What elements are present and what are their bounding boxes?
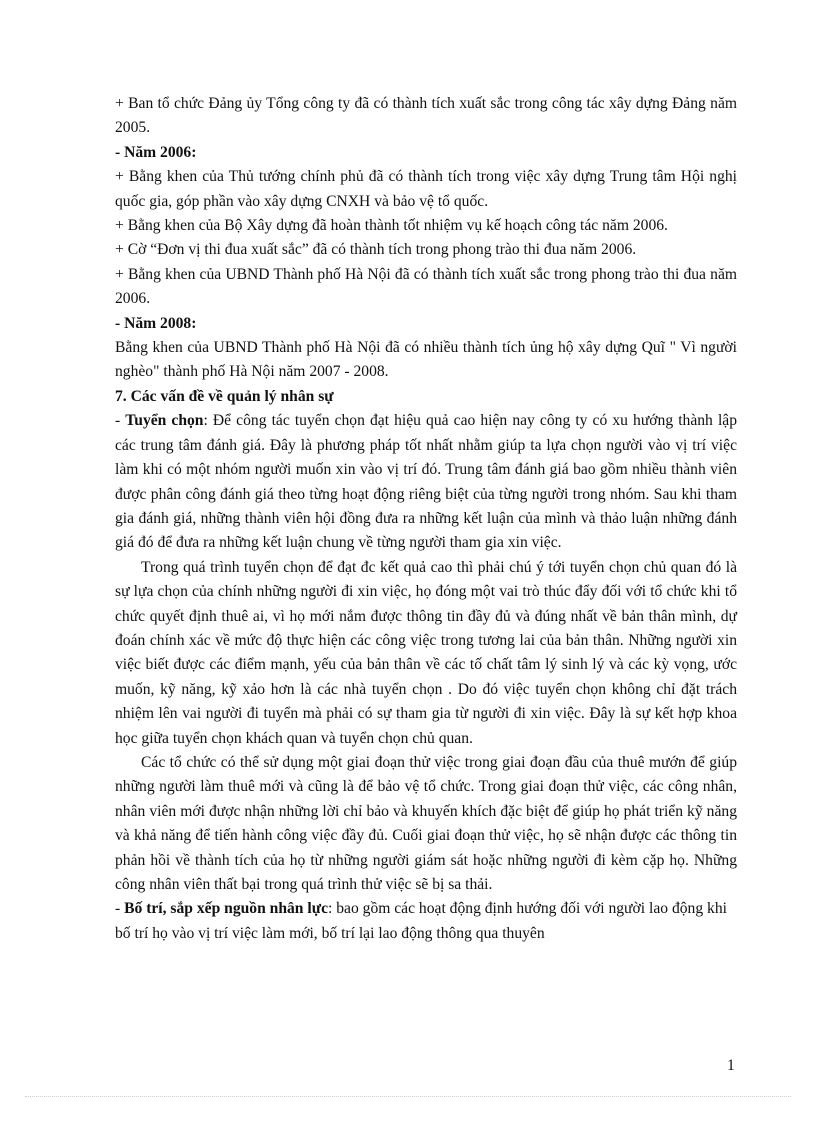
recruitment-term: Tuyển chọn xyxy=(125,412,204,430)
paragraph-staff-allocation xyxy=(115,897,737,946)
section-heading-hr-text: 7. Các vấn đề về quản lý nhân sự xyxy=(115,387,334,405)
paragraph-recruitment xyxy=(115,409,737,555)
paragraph-emulation-flag: + Cờ “Đơn vị thi đua xuất sắc” đã có thành tích trong phong trào thi đua năm 2006. xyxy=(115,241,637,259)
heading-year-2008 xyxy=(115,312,737,336)
recruitment-lead: - xyxy=(115,412,126,430)
heading-year-2006 xyxy=(115,141,737,165)
heading-year-2008-text: - Năm 2008: xyxy=(115,314,197,332)
document-body xyxy=(115,92,737,946)
page-number: 1 xyxy=(727,1057,735,1074)
allocation-lead: - xyxy=(115,900,125,918)
footer-divider xyxy=(25,1096,791,1097)
recruitment-text: : Để công tác tuyển chọn đạt hiệu quả cao hiện nay công ty có xu hướng thành lập các trung tâm đánh giá. Đây là phương pháp tốt nhất nhằm giúp ta lựa chọn người vào vị trí việc làm khi có một nhóm người muốn xin vào vị trí đó. Trung tâm đánh giá bao gồm nhiều thành viên được phân công đánh giá theo từng hoạt động riêng biệt của từng người trong nhóm. Sau khi tham gia đánh giá, những thành viên hội đồng đưa ra những kết luận của mình và thảo luận những đánh giá đó để đưa ra những kết luận chung về từng người tham gia xin việc. xyxy=(115,412,737,552)
heading-year-2006-text: - Năm 2006: xyxy=(115,143,197,161)
allocation-term: Bố trí, sắp xếp nguồn nhân lực xyxy=(124,900,328,918)
paragraph-hanoi-award-2008: Bằng khen của UBND Thành phố Hà Nội đã có nhiều thành tích ủng hộ xây dựng Quĩ " Vì người nghèo" thành phố Hà Nội năm 2007 - 2008. xyxy=(115,339,737,381)
section-heading-hr xyxy=(115,385,737,409)
paragraph-ministry-award: + Bằng khen của Bộ Xây dựng đã hoàn thành tốt nhiệm vụ kế hoạch công tác năm 2006. xyxy=(115,217,668,235)
paragraph-subjective-selection: Trong quá trình tuyển chọn để đạt đc kết quả cao thì phải chú ý tới tuyển chọn chủ quan đó là sự lựa chọn của chính những người đi xin việc, họ đóng một vai trò thúc đẩy đối với tổ chức khi tổ chức quyết định thuê ai, vì họ mới nắm được thông tin đầy đủ và đúng nhất về bản thân mình, dự đoán chính xác về mức độ thực hiện các công việc trong tương lai của bản thân. Những người xin việc biết được các điểm mạnh, yếu của bản thân về các tố chất tâm lý sinh lý và các kỳ vọng, ước muốn, kỹ năng, kỹ xảo hơn là các nhà tuyển chọn . Do đó việc tuyển chọn không chỉ đặt trách nhiệm lên vai người đi tuyển mà phải có sự tham gia từ người đi xin việc. Đây là sự kết hợp khoa học giữa tuyển chọn khách quan và tuyển chọn chủ quan. xyxy=(115,558,737,747)
paragraph-pm-award: + Bằng khen của Thủ tướng chính phủ đã có thành tích trong việc xây dựng Trung tâm Hội nghị quốc gia, góp phần vào xây dựng CNXH và bảo vệ tổ quốc. xyxy=(115,168,737,210)
allocation-text: : bao gồm các hoạt động định hướng đối với người lao động khi bố trí họ vào vị trí việc làm mới, bố trí lại lao động thông qua thuyên xyxy=(115,900,727,942)
paragraph-party-award: + Ban tổ chức Đảng ủy Tổng công ty đã có thành tích xuất sắc trong công tác xây dựng Đảng năm 2005. xyxy=(115,95,737,137)
paragraph-probation: Các tổ chức có thể sử dụng một giai đoạn thử việc trong giai đoạn đầu của thuê mướn để giúp những người làm thuê mới và cũng là để bảo vệ tổ chức. Trong giai đoạn thử việc, các công nhân, nhân viên mới được nhận những lời chỉ bảo và khuyến khích đặc biệt để giúp họ phát triển kỹ năng và khả năng để tiến hành công việc đầy đủ. Cuối giai đoạn thử việc, họ sẽ nhận được các thông tin phản hồi về thành tích của họ từ những người giám sát hoặc những người đi kèm cặp họ. Những công nhân viên thất bại trong quá trình thử việc sẽ bị sa thải. xyxy=(115,753,737,893)
paragraph-hanoi-award-2006: + Bằng khen của UBND Thành phố Hà Nội đã có thành tích xuất sắc trong phong trào thi đua năm 2006. xyxy=(115,265,737,308)
